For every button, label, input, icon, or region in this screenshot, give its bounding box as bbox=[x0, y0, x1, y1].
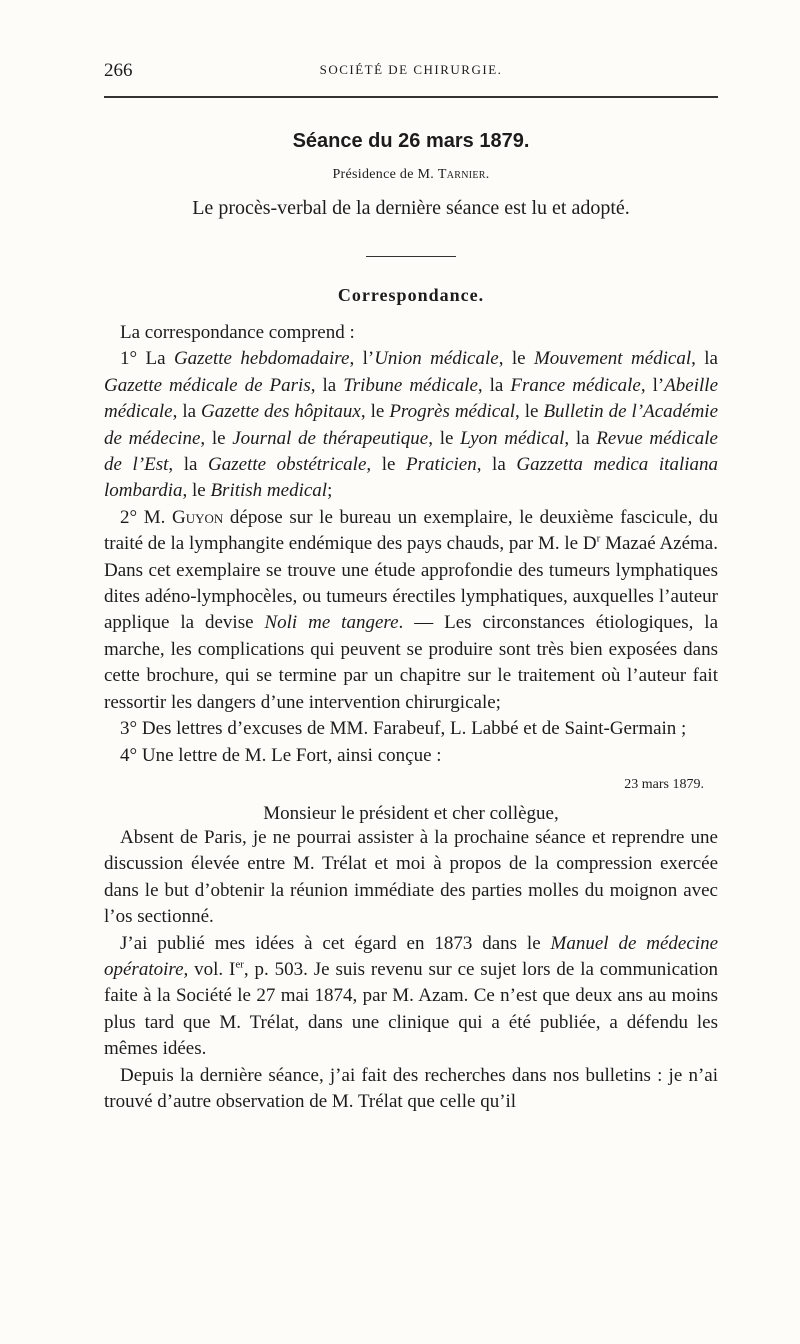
letter-paragraph-1: Absent de Paris, je ne pourrai assister à la prochaine séance et reprendre une discussion élevée entre M. Trélat et moi à propos de la compression exercée dans le but d’obtenir la réunion immédiate des parties molles du moignon avec l’os sectionné. bbox=[104, 826, 718, 928]
presidence-line: Présidence de M. Tarnier. bbox=[332, 167, 490, 182]
letter-date: 23 mars 1879. bbox=[624, 776, 704, 792]
correspondence-item-2: 2° M. Guyon dépose sur le bureau un exemplaire, le deuxième fascicule, du traité de la lymphangite endémique des pays chauds, par M. le $D^r$ Mazaé Azéma. Dans cet exemplaire se trouve une étude approfondie des tumeurs lymphatiques dites adéno-lymphocèles, ou tumeurs érectiles lymphatiques, auxquelles l’auteur applique la devise Noli me tangere. — Les circonstances étiologiques, la marche, les complications qui peuvent se produire sont très bien exposées dans cette brochure, qui se termine par un chapitre sur le traitement où l’auteur fait ressortir les dangers d’une intervention chirurgicale; bbox=[104, 506, 719, 713]
section-divider bbox=[366, 256, 456, 257]
page-number: 266 bbox=[104, 60, 133, 81]
section-title: Correspondance. bbox=[337, 285, 485, 305]
opening-statement: Le procès-verbal de la dernière séance est lu et adopté. bbox=[192, 197, 630, 219]
seance-title: Séance du 26 mars 1879. bbox=[292, 130, 530, 152]
correspondence-item-4: 4° Une lettre de M. Le Fort, ainsi conçue : bbox=[120, 744, 442, 766]
letter-paragraph-2: J’ai publié mes idées à cet égard en 1873 dans le Manuel de médecine opératoire, vol. Ier, p. 503. Je suis revenu sur ce sujet lors de la communication faite à la Société le 27 mai 1874, par M. Azam. Ce n’est que deux ans au moins plus tard que M. Trélat, dans une clinique qui a été publiée, a défendu les mêmes idées. bbox=[104, 932, 719, 1060]
letter-salutation: Monsieur le président et cher collègue, bbox=[263, 802, 559, 824]
running-title: SOCIÉTÉ DE CHIRURGIE. bbox=[319, 62, 503, 77]
correspondence-item-3: 3° Des lettres d’excuses de MM. Farabeuf, L. Labbé et de Saint-Germain ; bbox=[120, 718, 687, 740]
page bbox=[104, 60, 718, 1115]
correspondence-item-1: 1° La Gazette hebdomadaire, l’Union médicale, le Mouvement médical, la Gazette médicale de Paris, la Tribune médicale, la France médicale, l’Abeille médicale, la Gazette des hôpitaux, le Progrès médical, le Bulletin de l’Académie de médecine, le Journal de thérapeutique, le Lyon médical, la Revue médicale de l’Est, la Gazette obstétricale, le Praticien, la Gazzetta medica italiana lombardia, le British medical; bbox=[104, 348, 719, 502]
header-rule bbox=[104, 96, 718, 98]
letter-paragraph-3: Depuis la dernière séance, j’ai fait des recherches dans nos bulletins : je n’ai trouvé d’autre observation de M. Trélat que celle qu’il bbox=[104, 1064, 718, 1112]
president-name: Tarnier bbox=[437, 167, 486, 182]
correspondence-intro: La correspondance comprend : bbox=[120, 322, 355, 343]
page-header bbox=[104, 60, 718, 86]
